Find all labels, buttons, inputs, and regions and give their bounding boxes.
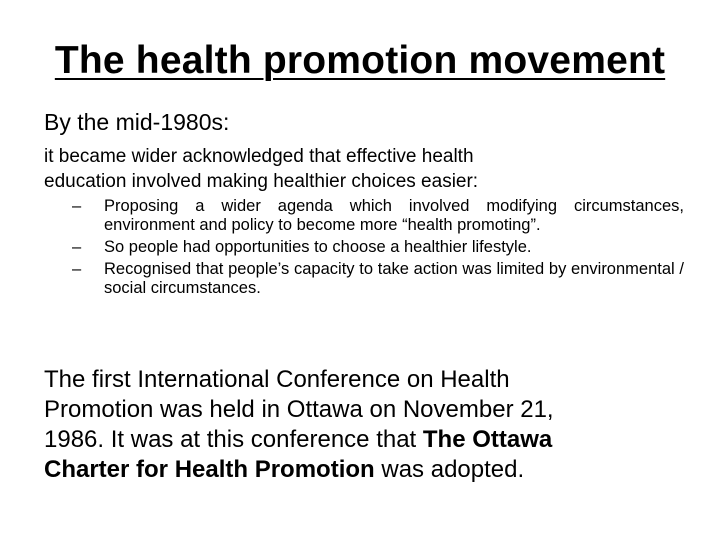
intro-line: education involved making healthier choices easier: — [44, 171, 479, 192]
intro-paragraph — [44, 144, 684, 194]
conference-text: 1986. It was at this conference that — [44, 426, 423, 453]
bullet-item — [72, 238, 684, 257]
conference-line — [44, 425, 704, 455]
slide-title: The health promotion movement — [54, 39, 666, 82]
bullet-list — [72, 197, 684, 301]
conference-text: was adopted. — [374, 456, 525, 483]
bullet-dash: – — [72, 260, 82, 278]
conference-paragraph — [44, 365, 704, 485]
bullet-text: Proposing a wider agenda which involved modifying circumstances, environment and policy to become more “health promoting”. — [104, 197, 684, 234]
bullet-item — [72, 197, 684, 235]
conference-line: The first International Conference on Health — [44, 366, 510, 393]
charter-name-part: Charter for Health Promotion — [44, 456, 375, 483]
bullet-text: So people had opportunities to choose a healthier lifestyle. — [104, 238, 532, 256]
subheading: By the mid-1980s: — [44, 109, 230, 135]
conference-line — [44, 455, 704, 485]
charter-name-part: The Ottawa — [422, 426, 553, 453]
intro-line: it became wider acknowledged that effective health — [44, 146, 474, 167]
bullet-item — [72, 260, 684, 298]
bullet-text: Recognised that people’s capacity to take action was limited by environmental / social circumstances. — [104, 260, 684, 297]
bullet-dash: – — [72, 197, 82, 215]
conference-line: Promotion was held in Ottawa on November 21, — [44, 396, 554, 423]
bullet-dash: – — [72, 238, 82, 256]
